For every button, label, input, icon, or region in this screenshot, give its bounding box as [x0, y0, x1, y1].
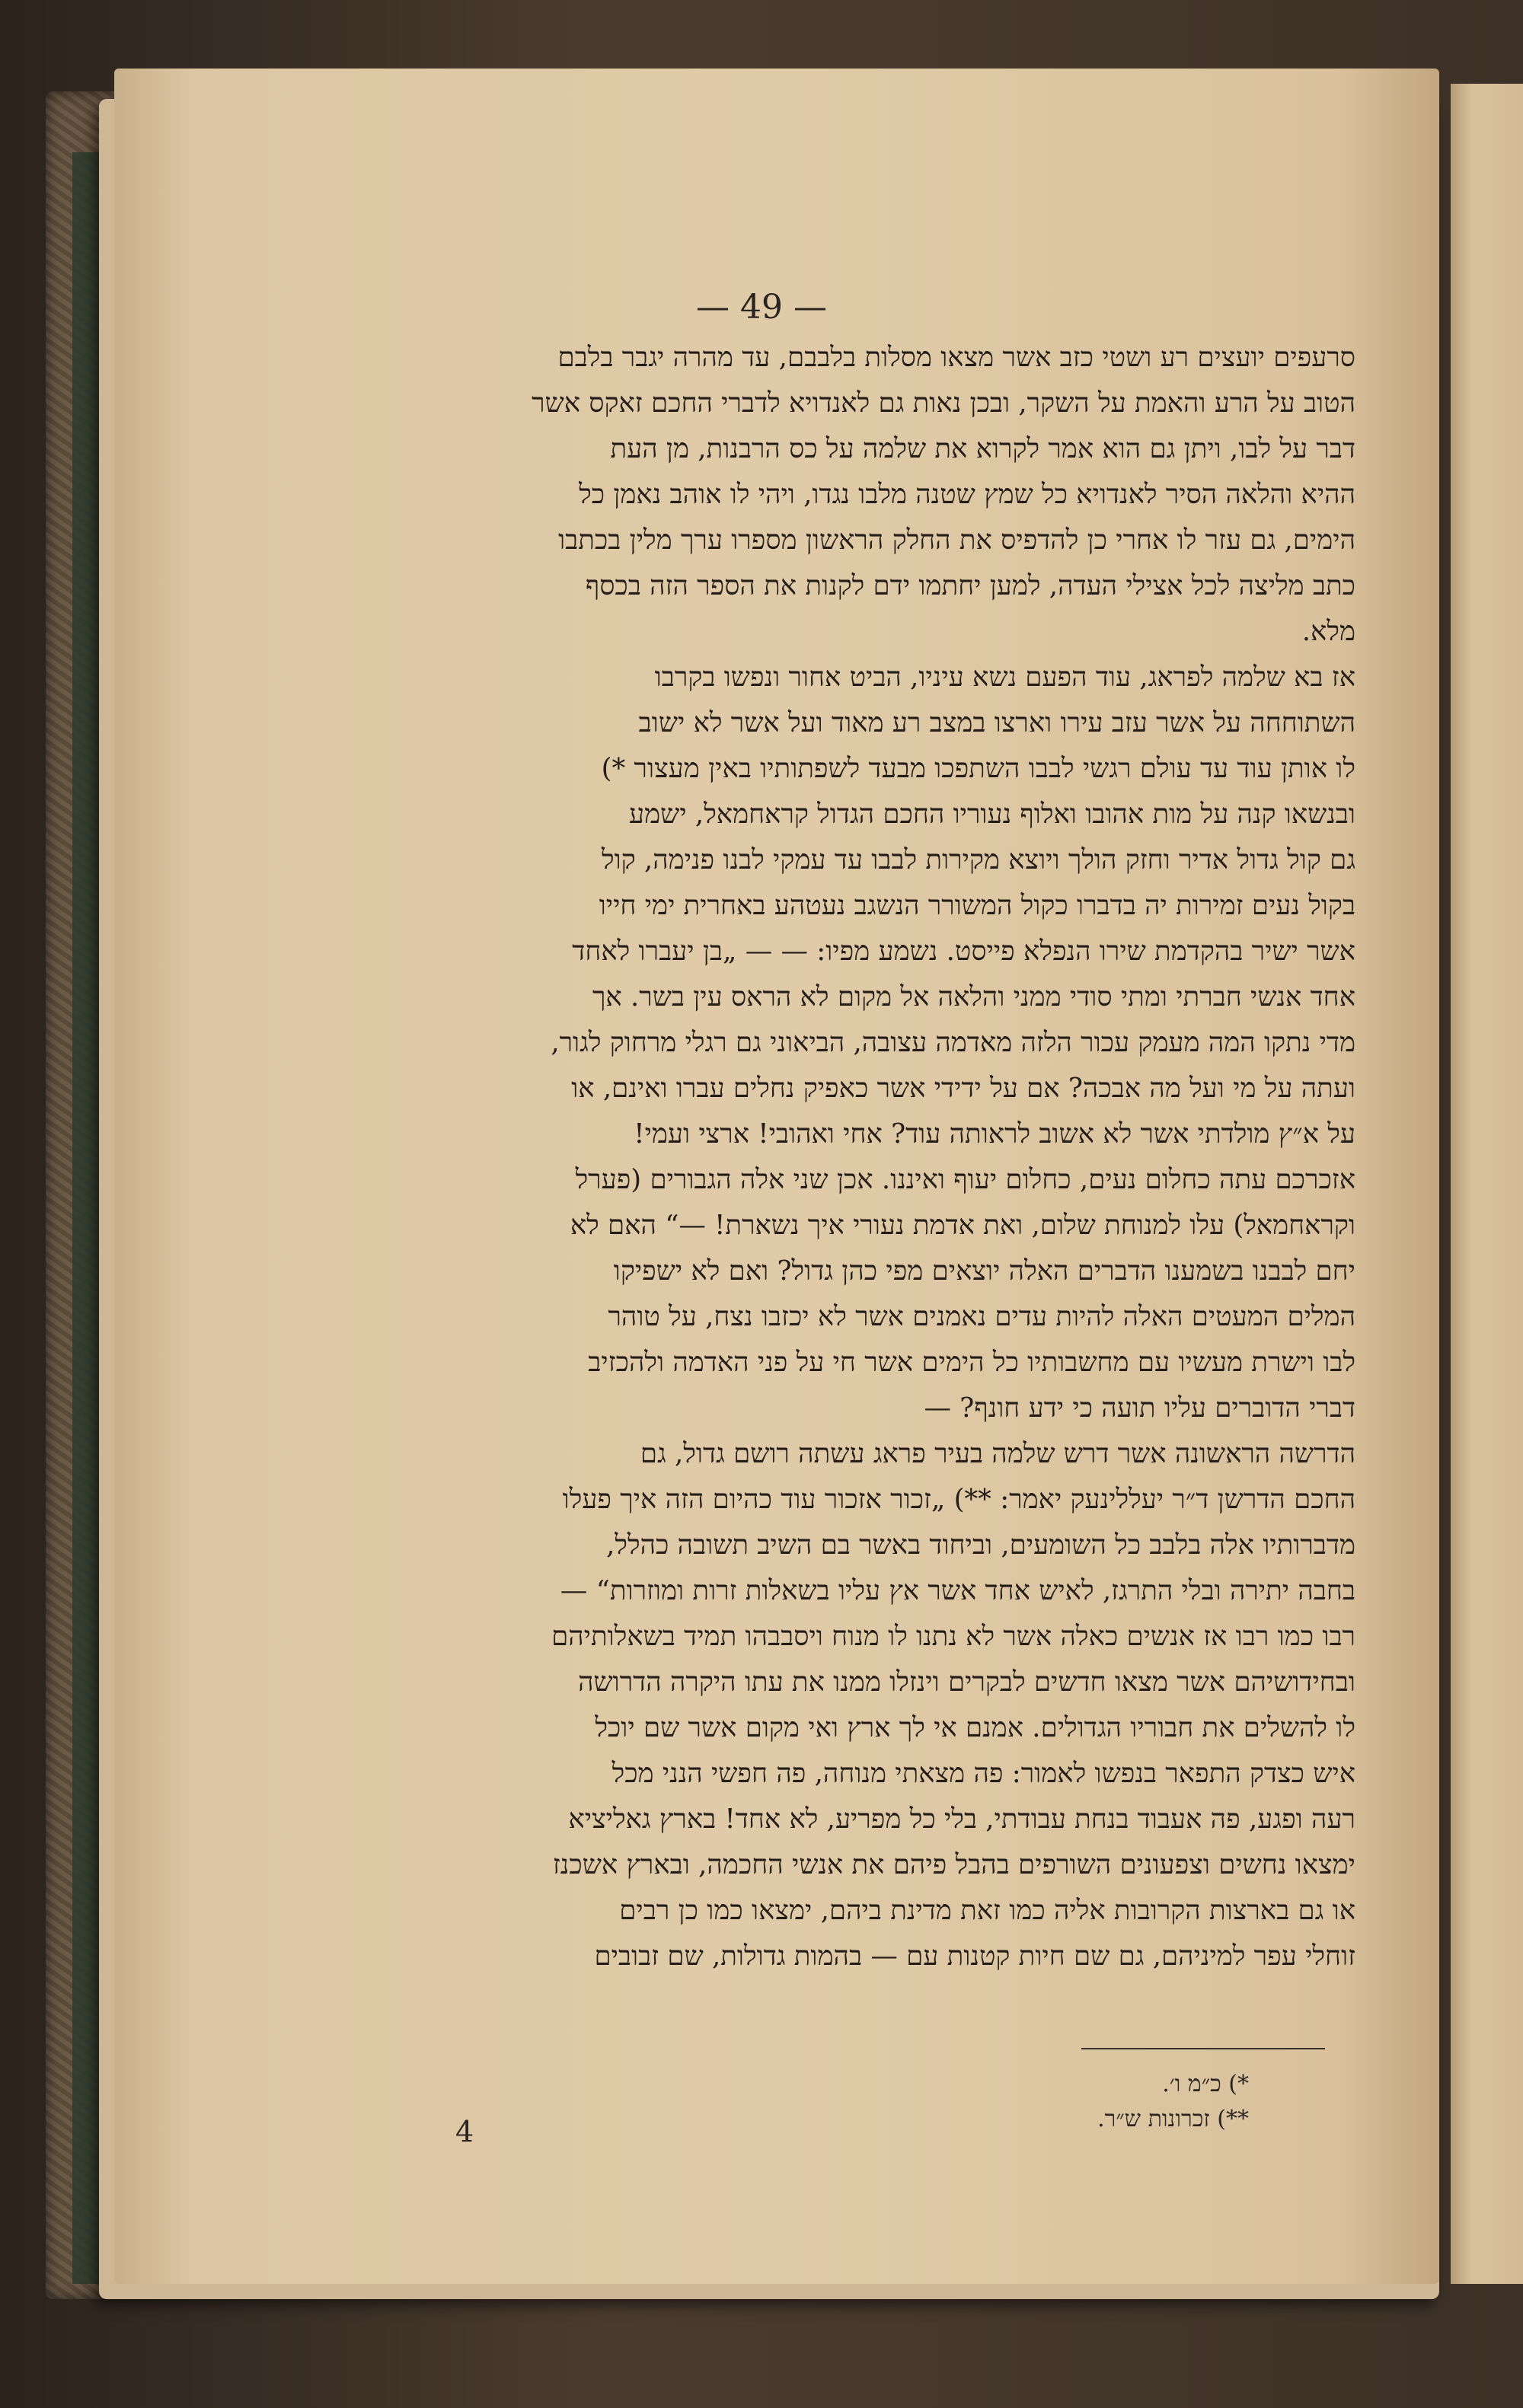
- text-line: איש כצדק התפאר בנפשו לאמור: פה מצאתי מנוחה, פה חפשי הנני מכל: [611, 1758, 1355, 1789]
- footnote-rule: [1081, 2048, 1325, 2049]
- signature-mark: 4: [455, 2115, 474, 2148]
- page-number: — 49 —: [696, 288, 827, 327]
- text-line: אחד אנשי חברתי ומתי סודי ממני והלאה אל מקום לא הראס עין בשר. אך: [592, 981, 1355, 1013]
- text-line: ובנשאו קנה על מות אהובו ואלוף נעוריו החכם הגדול קראחמאל, ישמע: [629, 799, 1355, 830]
- text-line: השתוחחה על אשר עזב עירו וארצו במצב רע מאוד ועל אשר לא ישוב: [638, 707, 1355, 738]
- text-line: הדרשה הראשונה אשר דרש שלמה בעיר פראג עשתה רושם גדול, גם: [640, 1438, 1355, 1469]
- text-line: כתב מליצה לכל אצילי העדה, למען יחתמו ידם לקנות את הספר הזה בכסף: [585, 570, 1355, 601]
- text-line: וקראחמאל) עלו למנוחת שלום, ואת אדמת נעורי איך נשארת! —“ האם לא: [570, 1210, 1355, 1241]
- text-line: הימים, גם עזר לו אחרי כן להדפיס את החלק הראשון מספרו ערך מלין בכתבו: [558, 525, 1355, 556]
- text-line: לבו וישרת מעשיו עם מחשבותיו כל הימים אשר חי על פני האדמה ולהכזיב: [588, 1347, 1355, 1378]
- text-line: המלים המעטים האלה להיות עדים נאמנים אשר לא יכזבו נצח, על טוהר: [608, 1301, 1355, 1332]
- text-line: על א״ץ מולדתי אשר לא אשוב לראותה עוד? אחי ואהובי! ארצי ועמי!: [634, 1118, 1355, 1150]
- body-text: [274, 335, 1355, 1979]
- text-line: ובחידושיהם אשר מצאו חדשים לבקרים וינזלו ממנו את עתו היקרה הדרושה: [578, 1666, 1355, 1698]
- text-line: מדברותיו אלה בלבב כל השומעים, וביחוד באשר בם השיב תשובה כהלל,: [606, 1529, 1355, 1561]
- facing-page-edge: [1451, 84, 1523, 2284]
- text-line: יחם לבבנו בשמענו הדברים האלה יוצאים מפי כהן גדול? ואם לא ישפיקו: [613, 1255, 1355, 1287]
- text-line: או גם בארצות הקרובות אליה כמו זאת מדינת ביהם, ימצאו כמו כן רבים: [619, 1895, 1355, 1926]
- text-line: זוחלי עפר למיניהם, גם שם חיות קטנות עם — בהמות גדולות, שם זבובים: [594, 1941, 1355, 1972]
- text-line: סרעפים יועצים רע ושטי כזב אשר מצאו מסלות בלבבם, עד מהרה יגבר בלבם: [557, 342, 1355, 373]
- footnote: **) זכרונות ש״ר.: [1097, 2106, 1249, 2132]
- text-line: דברי הדוברים עליו תועה כי ידע חונף? —: [924, 1392, 1355, 1424]
- text-line: ימצאו נחשים וצפעונים השורפים בהבל פיהם את אנשי החכמה, ובארץ אשכנז: [552, 1849, 1355, 1880]
- text-line: דבר על לבו, ויתן גם הוא אמר לקרוא את שלמה על כס הרבנות, מן העת: [610, 433, 1355, 464]
- text-line: החכם הדרשן ד״ר יעללינעק יאמר: **) „זכור אזכור עוד כהיום הזה איך פעלו: [562, 1484, 1355, 1515]
- text-line: בחבה יתירה ובלי התרגז, לאיש אחד אשר אץ עליו בשאלות זרות ומוזרות“ —: [560, 1575, 1355, 1606]
- text-line: רבו כמו רבו אז אנשים כאלה אשר לא נתנו לו מנוח ויסבבהו תמיד בשאלותיהם: [551, 1621, 1355, 1652]
- text-line: אז בא שלמה לפראג, עוד הפעם נשא עיניו, הביט אחור ונפשו בקרבו: [654, 662, 1355, 693]
- footnotes: [990, 2067, 1249, 2137]
- text-line: בקול נעים זמירות יה בדברו כקול המשורר הנשגב נעטהע באחרית ימי חייו: [599, 890, 1355, 921]
- text-line: לו להשלים את חבוריו הגדולים. אמנם אי לך ארץ ואי מקום אשר שם יוכל: [595, 1712, 1355, 1743]
- text-line: גם קול גדול אדיר וחזק הולך ויוצא מקירות לבבו עד עמקי לבנו פנימה, קול: [601, 844, 1355, 875]
- text-line: לו אותן עוד עד עולם רגשי לבבו השתפכו מבעד לשפתותיו באין מעצור *): [601, 753, 1355, 784]
- text-line: ועתה על מי ועל מה אבכה? אם על ידידי אשר כאפיק נחלים עברו ואינם, או: [571, 1073, 1355, 1104]
- text-line: מדי נתקו המה מעמק עכור הלזה מאדמה עצובה, הביאוני גם רגלי מרחוק לגור,: [551, 1027, 1355, 1058]
- text-line: ההיא והלאה הסיר לאנדויא כל שמץ שטנה מלבו נגדו, ויהי לו אוהב נאמן כל: [579, 479, 1355, 510]
- text-line: אשר ישיר בהקדמת שירו הנפלא פייסט. נשמע מפיו: — — „בן יעברו לאחד: [572, 936, 1355, 967]
- text-line: אזכרכם עתה כחלום נעים, כחלום יעוף ואיננו. אכן שני אלה הגבורים (פערל: [575, 1164, 1355, 1195]
- text-line: הטוב על הרע והאמת על השקר, ובכן נאות גם לאנדויא לדברי החכם זאקס אשר: [532, 388, 1355, 419]
- footnote: *) כ״מ ו׳.: [1162, 2071, 1249, 2097]
- text-line: רעה ופגע, פה אעבוד בנחת עבודתי, בלי כל מפריע, לא אחד! בארץ גאליציא: [568, 1804, 1355, 1835]
- text-line: מלא.: [1301, 616, 1355, 647]
